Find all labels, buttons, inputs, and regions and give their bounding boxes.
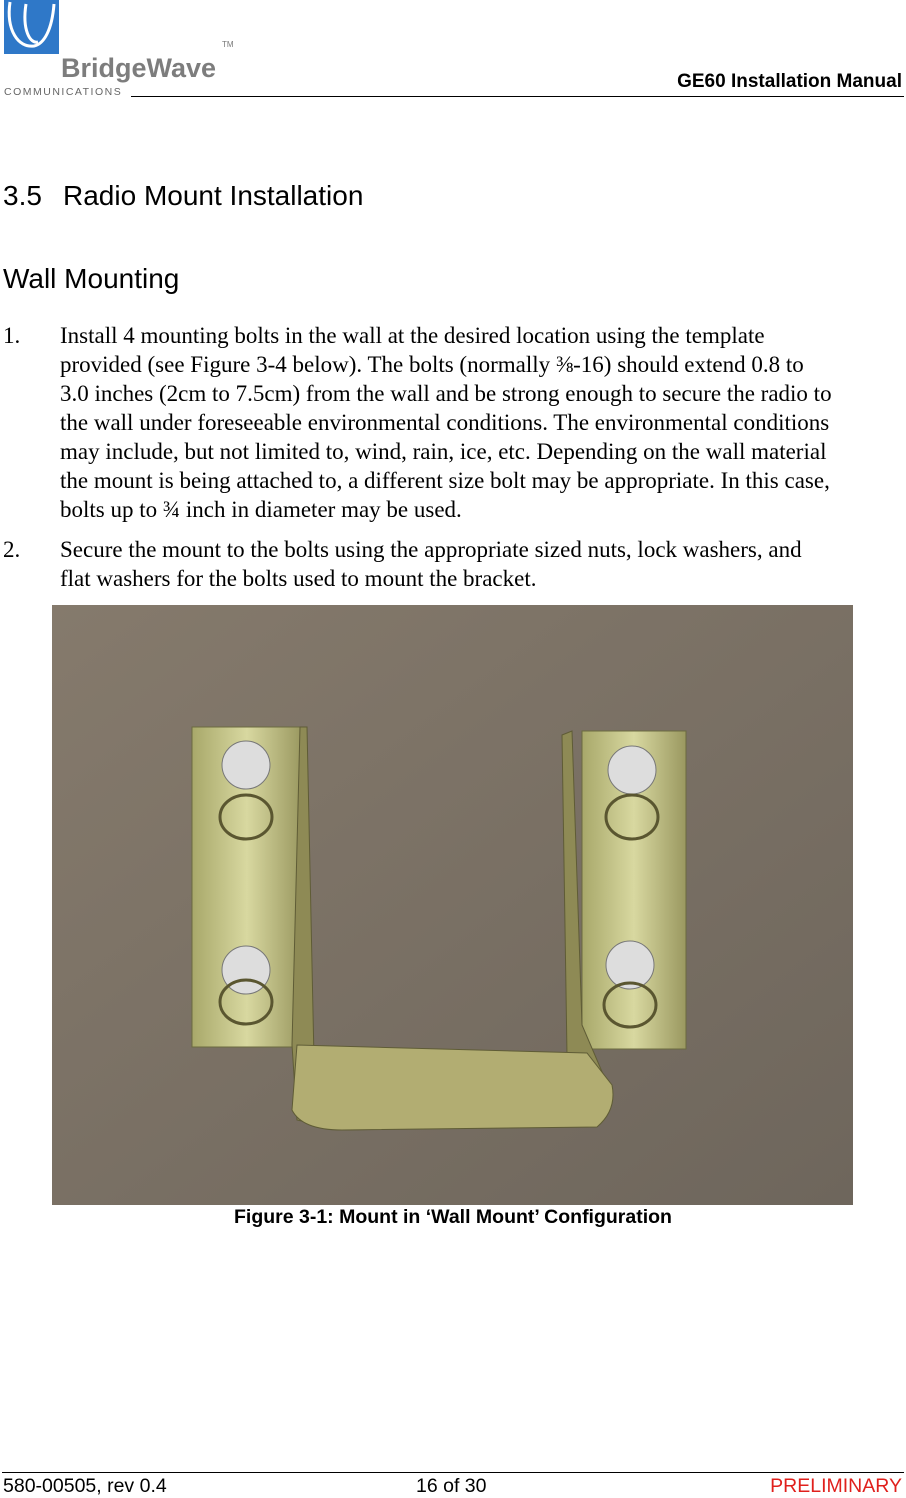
figure-caption: Figure 3-1: Mount in ‘Wall Mount’ Configuration (234, 1206, 672, 1228)
step-number: 2. (3, 537, 21, 562)
footer-status: PRELIMINARY (770, 1475, 902, 1497)
section-heading (3, 180, 363, 212)
footer-doc-number: 580-00505, rev 0.4 (3, 1475, 167, 1497)
footer-divider (2, 1472, 904, 1473)
step-line: 3.0 inches (2cm to 7.5cm) from the wall and be strong enough to secure the radio to (60, 381, 832, 406)
header-title: GE60 Installation Manual (677, 71, 902, 92)
header-divider (131, 96, 904, 97)
logo-trademark: TM (222, 40, 234, 49)
step-line: Install 4 mounting bolts in the wall at the desired location using the template (60, 323, 765, 348)
step-line: flat washers for the bolts used to mount the bracket. (60, 566, 537, 591)
section-number: 3.5 (3, 180, 42, 211)
wall-mount-photo (52, 605, 853, 1205)
subsection-heading: Wall Mounting (3, 263, 180, 294)
section-title: Radio Mount Installation (63, 180, 364, 211)
step-item (3, 535, 832, 593)
step-line: may include, but not limited to, wind, rain, ice, etc. Depending on the wall material (60, 439, 827, 464)
step-number: 1. (3, 323, 21, 348)
step-line: the wall under foreseeable environmental conditions. The environmental conditions (60, 410, 830, 435)
steps-list (3, 321, 832, 604)
step-line: provided (see Figure 3-4 below). The bolts (normally ⅜-16) should extend 0.8 to (60, 352, 804, 377)
bridgewave-logo-mark (4, 0, 59, 54)
footer-page-number: 16 of 30 (416, 1475, 487, 1497)
step-line: the mount is being attached to, a different size bolt may be appropriate. In this case, (60, 468, 830, 493)
step-item (3, 321, 832, 524)
logo-subtext: COMMUNICATIONS (4, 86, 123, 98)
logo-text: BridgeWave (61, 53, 217, 83)
step-line: bolts up to ¾ inch in diameter may be used. (60, 497, 462, 522)
step-line: Secure the mount to the bolts using the appropriate sized nuts, lock washers, and (60, 537, 802, 562)
